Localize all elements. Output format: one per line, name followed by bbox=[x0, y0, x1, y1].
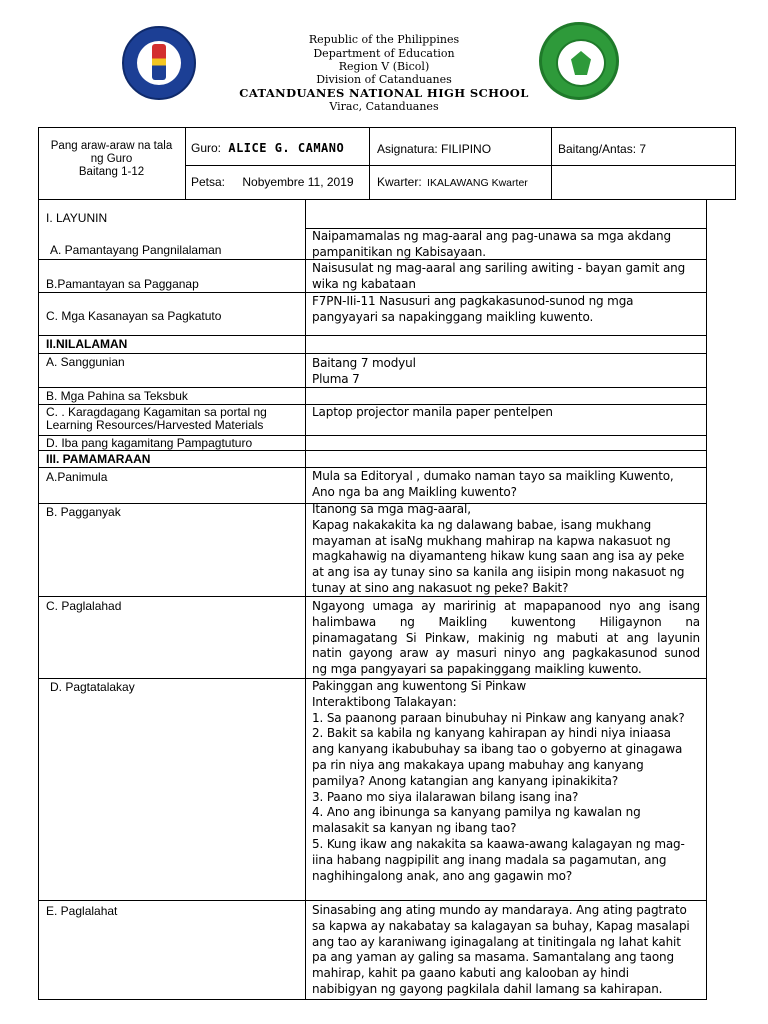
paglalahad-text: Ngayong umaga ay maririnig at mapapanood nyo ang isang halimbawa ng Maikling kuwentong Hiligaynon na pinamagatang Si Pinkaw, makinig ng mabuti at ang layunin natin gayong araw ay masuri ninyo ang pagkakasunod sunod ng mga pangyayari sa papakinggang maikling kuwento. bbox=[312, 599, 700, 677]
pahina-label: B. Mga Pahina sa Teksbuk bbox=[46, 389, 188, 403]
kwarter-value: IKALAWANG Kwarter bbox=[427, 177, 528, 189]
baitang-field: Baitang/Antas: 7 bbox=[558, 142, 647, 156]
guro-value: ALICE G. CAMANO bbox=[228, 141, 345, 155]
nilalaman-heading: II.NILALAMAN bbox=[46, 337, 128, 351]
pagganyak-label: B. Pagganyak bbox=[46, 505, 121, 519]
sanggunian-text: Baitang 7 modyul Pluma 7 bbox=[312, 356, 416, 386]
header-department: Department of Education bbox=[313, 47, 455, 60]
paglalahad-label: C. Paglalahad bbox=[46, 599, 122, 613]
pagtatalakay-text: Pakinggan ang kuwentong Si Pinkaw Interaktibong Talakayan: 1. Sa paanong paraan binubuhay ni Pinkaw ang kanyang anak? 2. Bakit sa kabila ng kanyang kahirapan ay hindi niya iniaasa ang kanyang ikabubuhay sa ibang tao o gobyerno at ginagawa pa rin niya ang makakaya upang mabuhay ang kanyang pamilya? Anong katangian ang kanyang ipinakikita? 3. Paano mo siya ilalarawan bilang isang ina? 4. Ano ang ibinunga sa kanyang pamilya ng kawalan ng malasakit sa kanyan ng ibang tao? 5. Kung ikaw ang nakakita sa kaawa-awang kalagayan ng mag- iina habang nagpipilit ang inang madala sa pagamutan, ang naghihingalong anak, ano ang gagawin mo? bbox=[312, 679, 685, 883]
paglalahat-label: E. Paglalahat bbox=[46, 904, 118, 918]
pagganyak-text: Itanong sa mga mag-aaral, Kapag nakakakita ka ng dalawang babae, isang mukhang mayaman at isaNg mukhang mahirap na kapwa nakasuot ng magkahawig na diyamanteng hikaw kung saan ang isa ay peke at ang isa ay tunay sino sa kanila ang iisipin mong nakasuot ng tunay at sino ang nakasuot ng peke? Bakit? bbox=[312, 502, 685, 595]
header-location: Virac, Catanduanes bbox=[329, 100, 439, 113]
karagdagang-label: C. . Karagdagang Kagamitan sa portal ng Learning Resources/Harvested Materials bbox=[46, 405, 267, 432]
kasanayan-text: F7PN-IIi-11 Nasusuri ang pagkakasunod-sunod ng mga pangyayari sa napakinggang maikling kuwento. bbox=[312, 294, 634, 324]
pagtatalakay-label: D. Pagtatalakay bbox=[50, 680, 135, 694]
pamantayang-pangnilalaman-label: A. Pamantayang Pangnilalaman bbox=[50, 243, 222, 257]
pamamaraan-heading: III. PAMAMARAAN bbox=[46, 452, 151, 466]
header-division: Division of Catanduanes bbox=[316, 73, 452, 86]
iba-pang-kagamitan-label: D. Iba pang kagamitang Pampagtuturo bbox=[46, 436, 253, 450]
panimula-text: Mula sa Editoryal , dumako naman tayo sa maikling Kuwento, Ano nga ba ang Maikling kuwento? bbox=[312, 469, 674, 499]
paglalahat-text: Sinasabing ang ating mundo ay mandaraya. Ang ating pagtrato sa kapwa ay nakabatay sa kalagayan sa buhay, Kapag masalapi ang tao ay karaniwang iginagalang at tinitingala ng lahat kahit pa ang yaman ay galing sa masama. Samantalang ang taong mahirap, kahit pa gaano kabuti ang kalooban ay hindi nabibigyan ng gayong pagkilala dahil lamang sa kahirapan. bbox=[312, 903, 690, 996]
layunin-heading: I. LAYUNIN bbox=[46, 211, 108, 225]
sanggunian-label: A. Sanggunian bbox=[46, 355, 125, 369]
header-region: Region V (Bicol) bbox=[338, 60, 430, 73]
pamantayan-pagganap-text: Naisusulat ng mag-aaral ang sariling awiting - bayan gamit ang wika ng kabataan bbox=[312, 261, 686, 291]
header-republic: Republic of the Philippines bbox=[308, 33, 460, 46]
pamantayang-pangnilalaman-text: Naipamamalas ng mag-aaral ang pag-unawa sa mga akdang pampanitikan ng Kabisayaan. bbox=[312, 229, 671, 259]
header-school-name: CATANDUANES NATIONAL HIGH SCHOOL bbox=[239, 86, 529, 100]
record-title: Pang araw-araw na tala ng Guro Baitang 1-12 bbox=[50, 140, 173, 178]
asignatura-field: Asignatura: FILIPINO bbox=[377, 142, 492, 156]
kwarter-field: Kwarter: IKALAWANG Kwarter bbox=[377, 175, 528, 189]
karagdagang-text: Laptop projector manila paper pentelpen bbox=[312, 405, 553, 419]
petsa-value: Nobyembre 11, 2019 bbox=[242, 175, 354, 189]
pamantayan-pagganap-label: B.Pamantayan sa Pagganap bbox=[46, 277, 199, 291]
kasanayan-label: C. Mga Kasanayan sa Pagkatuto bbox=[46, 309, 222, 323]
petsa-field: Petsa: Nobyembre 11, 2019 bbox=[191, 175, 354, 189]
guro-field: Guro: ALICE G. CAMANO bbox=[191, 141, 345, 155]
panimula-label: A.Panimula bbox=[46, 470, 108, 484]
